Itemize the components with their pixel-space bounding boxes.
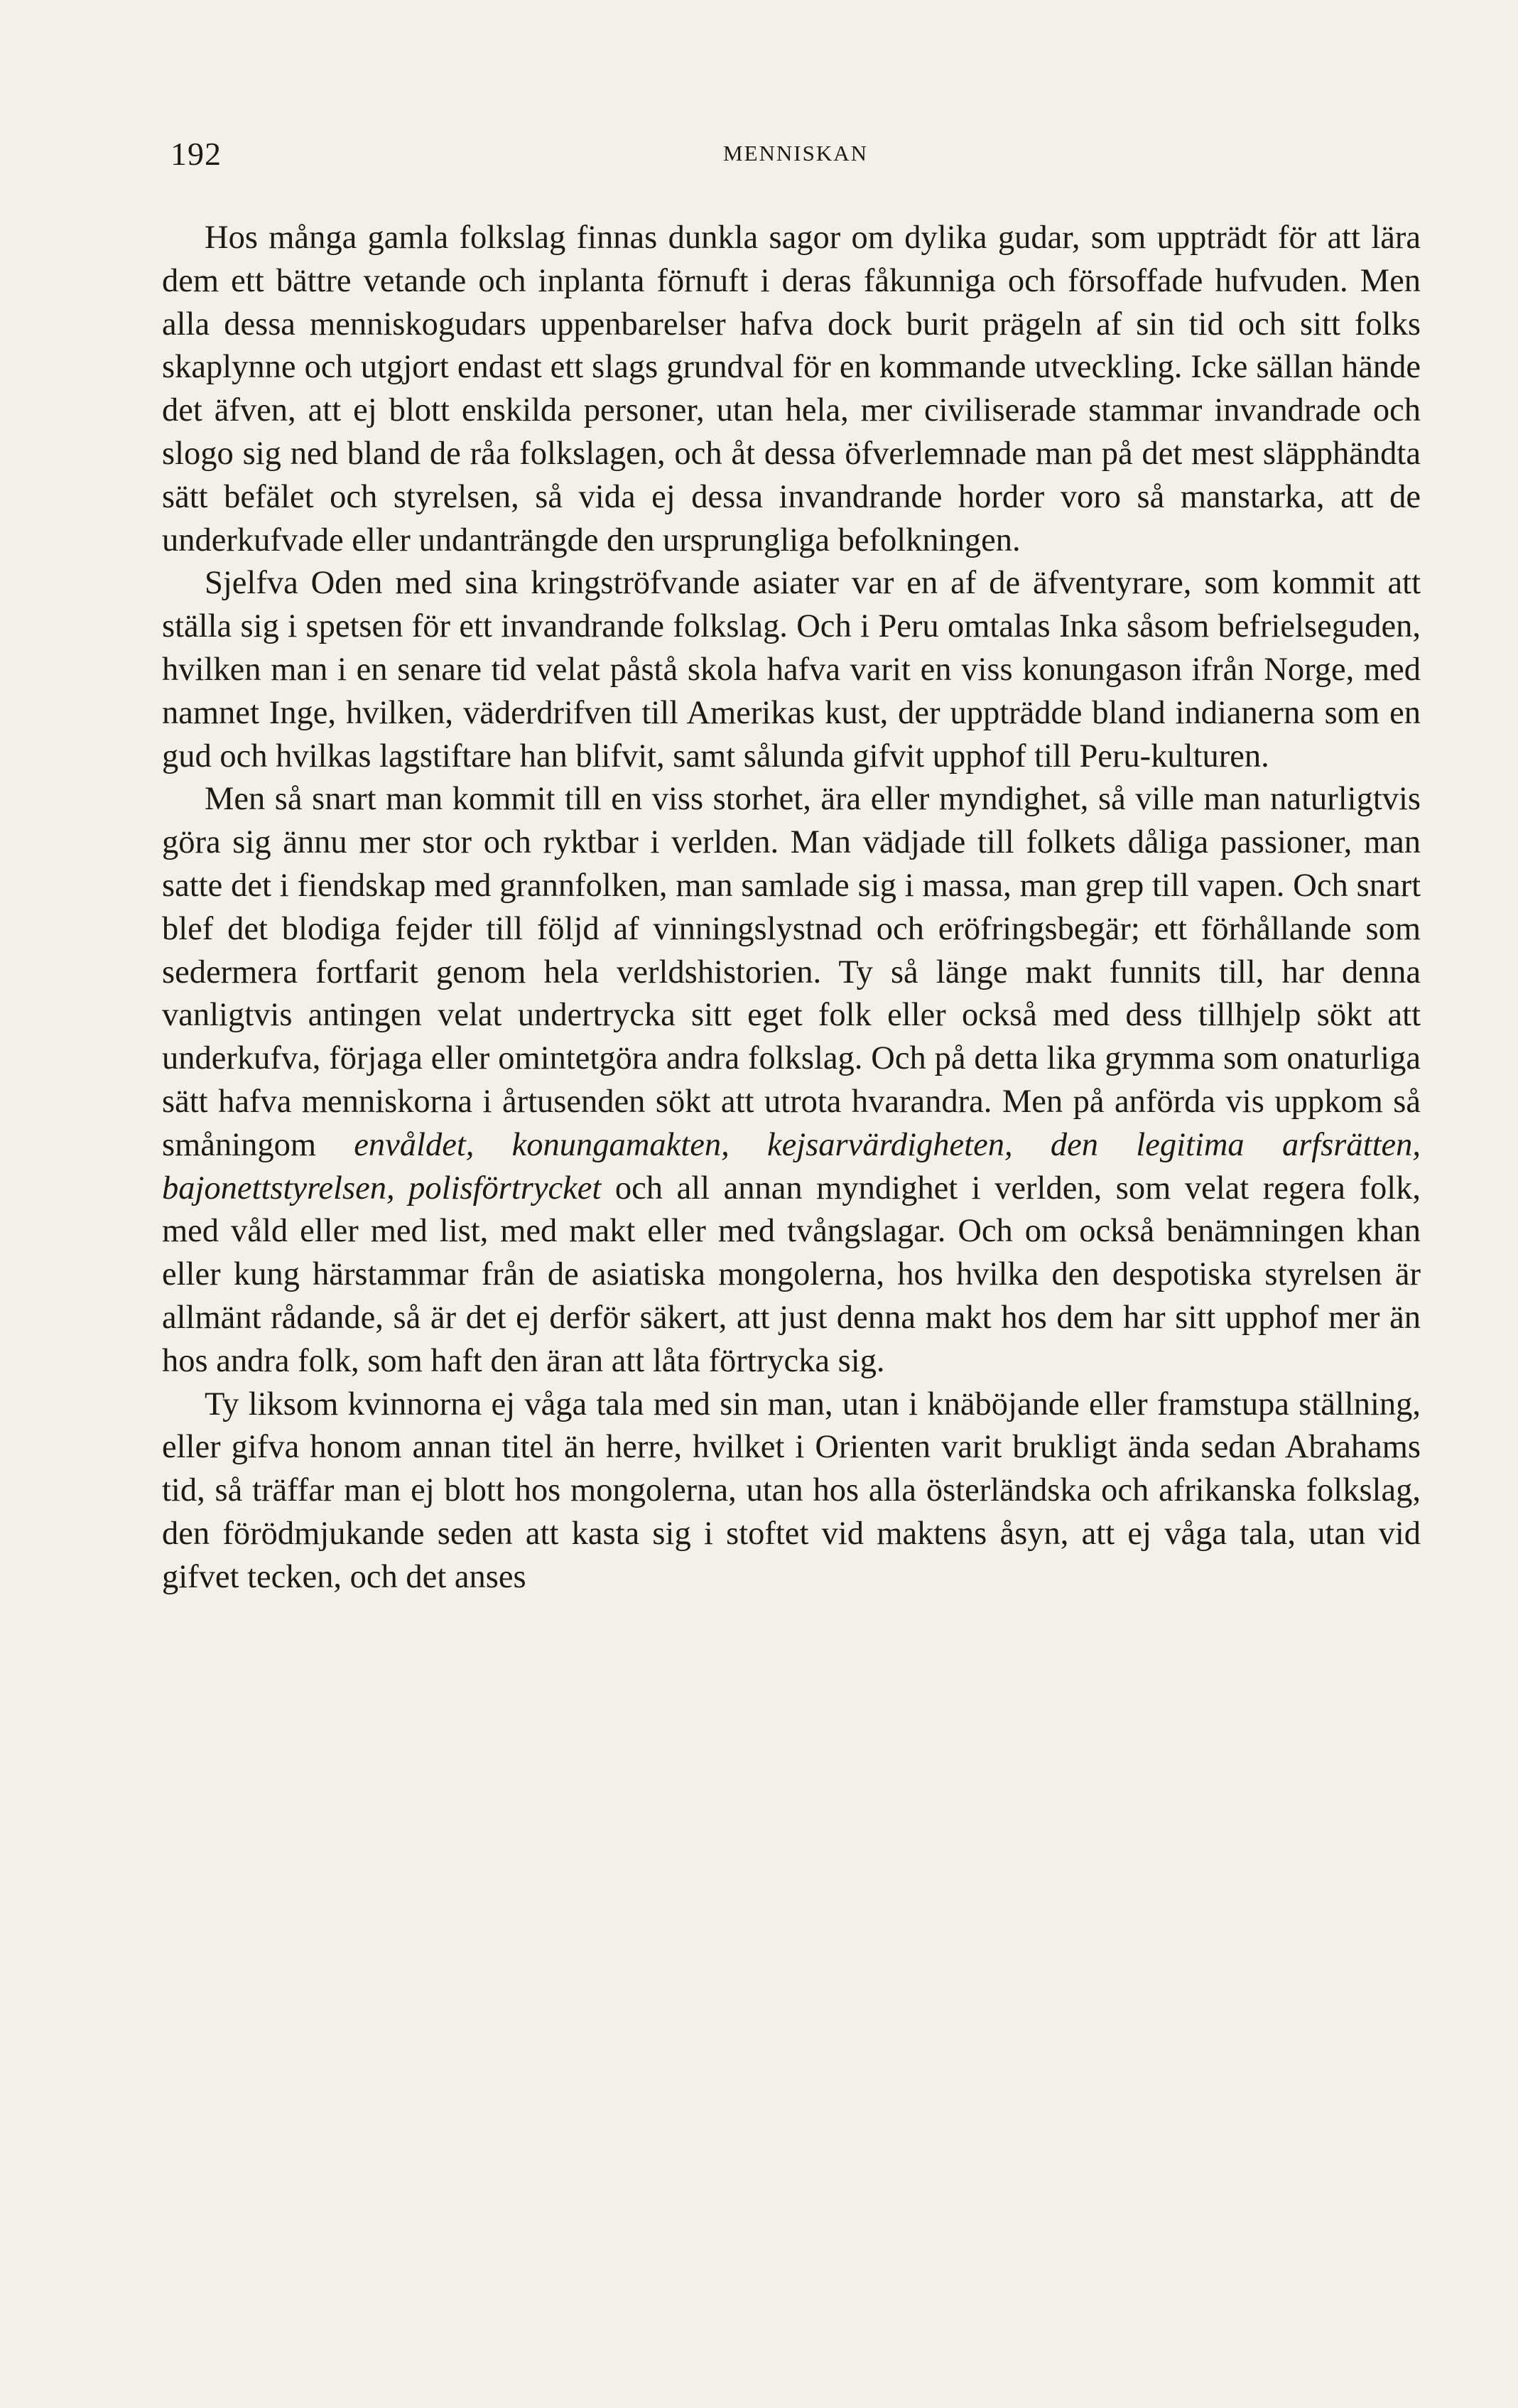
italic-terms: envåldet, konungamakten, kejsarvärdigheten, den legitima arfsrätten, bajonettstyrelsen, polisförtrycket xyxy=(162,1126,1421,1206)
paragraph-1: Hos många gamla folkslag finnas dunkla sagor om dylika gudar, som uppträdt för att lära dem ett bättre vetande och inplanta förnuft i deras fåkunniga och försoffade hufvuden. Men alla dessa menniskogudars uppenbarelser hafva dock burit prägeln af sin tid och sitt folks skaplynne och utgjort endast ett slags grundval för en kommande utveckling. Icke sällan hände det äfven, att ej blott enskilda personer, utan hela, mer civiliserade stammar invandrade och slogo sig ned bland de råa folkslagen, och åt dessa öfverlemnade man på det mest släpphändta sätt befälet och styrelsen, så vida ej dessa invandrande horder voro så manstarka, att de underkufvade eller undanträngde den ursprungliga befolkningen. xyxy=(162,220,1421,558)
paragraph-3 xyxy=(162,778,1421,1383)
paragraph-3-text-start: Men så snart man kommit till en viss storhet, ära eller myndighet, så ville man naturligtvis göra sig ännu mer stor och ryktbar i verlden. Man vädjade till folkets dåliga passioner, man satte det i fiendskap med grannfolken, man samlade sig i massa, man grep till vapen. Och snart blef det blodiga fejder till följd af vinningslystnad och eröfringsbegär; ett förhållande som sedermera fortfarit genom hela verldshistorien. Ty så länge makt funnits till, har denna vanligtvis antingen velat undertrycka sitt eget folk eller också med dess tillhjelp sökt att underkufva, förjaga eller omintetgöra andra folkslag. Och på detta lika grymma som onaturliga sätt hafva menniskorna i årtusenden sökt att utrota hvarandra. Men på anförda vis uppkom så småningom xyxy=(162,781,1421,1163)
paragraph-3-text-end: och all annan myndighet i verlden, som velat regera folk, med våld eller med list, med makt eller med tvångslagar. Och om också benämningen khan eller kung härstammar från de asiatiska mongolerna, hos hvilka den despotiska styrelsen är allmänt rådande, så är det ej derför säkert, att just denna makt hos dem har sitt upphof mer än hos andra folk, som haft den äran att låta förtrycka sig. xyxy=(162,1170,1421,1379)
page-header xyxy=(170,135,1421,178)
page-number: 192 xyxy=(170,136,222,172)
paragraph-2: Sjelfva Oden med sina kringströfvande asiater var en af de äfventyrare, som kommit att ställa sig i spetsen för ett invandrande folkslag. Och i Peru omtalas Inka såsom befrielseguden, hvilken man i en senare tid velat påstå skola hafva varit en viss konungason ifrån Norge, med namnet Inge, hvilken, väderdrifven till Amerikas kust, der uppträdde bland indianerna som en gud och hvilkas lagstiftare han blifvit, samt sålunda gifvit upphof till Peru-kulturen. xyxy=(162,565,1421,774)
running-head: MENNISKAN xyxy=(723,141,868,166)
body-text xyxy=(162,217,1421,1599)
paragraph-4: Ty liksom kvinnorna ej våga tala med sin man, utan i knäböjande eller framstupa ställning, eller gifva honom annan titel än herre, hvilket i Orienten varit brukligt ända sedan Abrahams tid, så träffar man ej blott hos mongolerna, utan hos alla österländska och afrikanska folkslag, den förödmjukande seden att kasta sig i stoftet vid maktens åsyn, att ej våga tala, utan vid gifvet tecken, och det anses xyxy=(162,1386,1421,1595)
